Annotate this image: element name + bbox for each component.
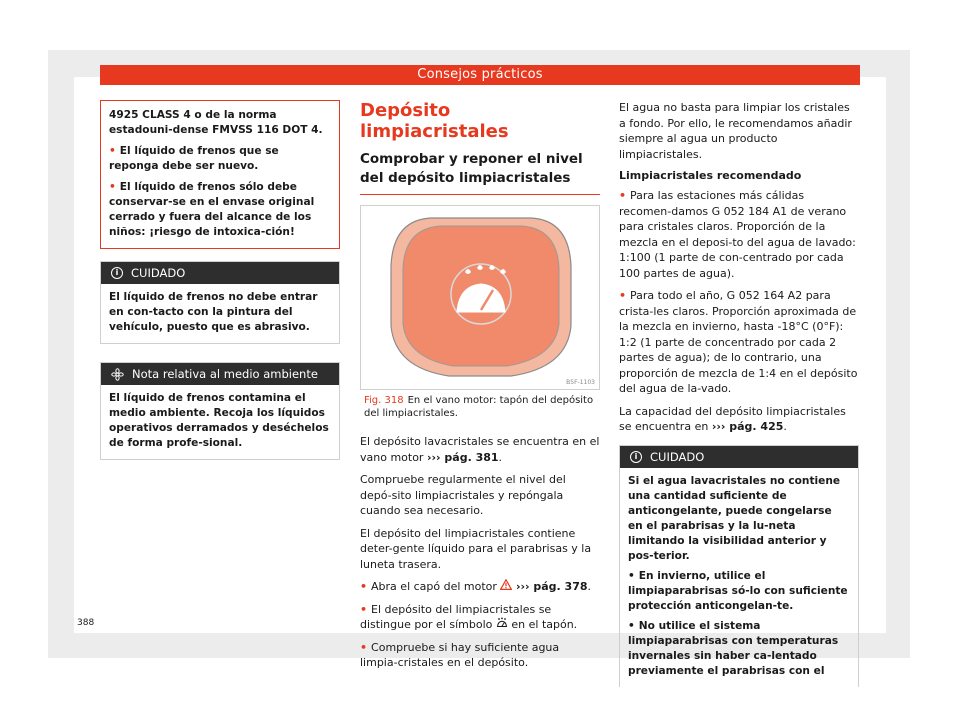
environment-box: [100, 362, 340, 460]
section-subtitle: Comprobar y reponer el nivel del depósito limpiacristales: [360, 150, 600, 195]
washer-symbol-icon: [496, 617, 508, 628]
environment-body: [101, 385, 339, 459]
figure-washer-cap: [360, 205, 600, 390]
caution-box: [100, 261, 340, 344]
info-icon: i: [111, 267, 123, 279]
page-link[interactable]: ››› pág. 381: [426, 450, 499, 464]
caution-title: CUIDADO: [650, 449, 705, 464]
column-left: [100, 100, 340, 460]
caution-box: [619, 445, 859, 687]
caution-bullet: • No utilice el sistema limpiaparabrisas con temperaturas invernales sin haber ca-lentado previamente el parabrisas con el: [628, 619, 850, 679]
warning-box: [100, 100, 340, 249]
figure-caption-text: En el vano motor: tapón del depósito del limpiacristales.: [364, 395, 594, 419]
paragraph: El agua no basta para limpiar los cristales a fondo. Por ello, le recomendamos añadir siempre al agua un producto limpiacristales.: [619, 101, 852, 161]
list-item-text: Abra el capó del motor: [371, 580, 497, 593]
caution-header: [620, 446, 858, 468]
list-item: • Para todo el año, G 052 164 A2 para crista-les claros. Proporción aproximada de la mezcla en invierno, hasta -18°C (0°F): 1:2 (1 parte de concentrado por cada 2 partes de agua); de lo contrario, una proporción de mezcla de 1:4 en el depósito del agua de la-vado.: [619, 288, 859, 397]
warning-triangle-icon: [500, 579, 512, 590]
paragraph: Compruebe regularmente el nivel del depó-sito limpiacristales y repóngala cuando sea necesario.: [360, 473, 566, 517]
caution-title: CUIDADO: [131, 266, 186, 280]
list-item: [360, 602, 600, 633]
figure-caption: [360, 394, 600, 420]
list-item: • Abra el capó del motor ››› pág. 378.: [360, 579, 600, 595]
paragraph: La capacidad del depósito limpiacristales se encuentra en ››› pág. 425.: [619, 404, 846, 433]
list-item: • Compruebe si hay suficiente agua limpia-cristales en el depósito.: [360, 640, 600, 671]
caution-header: [101, 262, 339, 284]
washer-cap-illustration: [361, 206, 599, 389]
warning-bullet: • El líquido de frenos que se reponga debe ser nuevo.: [109, 144, 331, 174]
environment-header: [101, 363, 339, 385]
flower-icon: [111, 368, 124, 381]
list-item-text: en el tapón.: [511, 618, 578, 631]
warning-text: 4925 CLASS 4 o de la norma estadouni-dense FMVSS 116 DOT 4.: [109, 109, 323, 136]
column-right: [619, 100, 859, 687]
section-header: Consejos prácticos: [100, 65, 860, 85]
list-item-text: El depósito del limpiacristales se distingue por el símbolo: [360, 602, 552, 631]
environment-title: Nota relativa al medio ambiente: [132, 367, 318, 381]
subheading: Limpiacristales recomendado: [619, 169, 802, 182]
warning-bullet: • El líquido de frenos sólo debe conservar-se en el envase original cerrado y fuera del alcance de los niños: ¡riesgo de intoxica-ción!: [109, 180, 331, 240]
caution-text: El líquido de frenos no debe entrar en con-tacto con la pintura del vehículo, puesto que es abrasivo.: [109, 291, 318, 333]
caution-text: Si el agua lavacristales no contiene una cantidad suficiente de anticongelante, puede congelarse en el parabrisas y la lu-neta limitando la visibilidad anterior y pos-terior.: [628, 474, 841, 562]
figure-label: Fig. 318: [364, 395, 404, 406]
environment-text: El líquido de frenos contamina el medio ambiente. Recoja los líquidos operativos derramados y deséchelos de forma profe-sional.: [109, 392, 329, 449]
page-link[interactable]: ››› pág. 378: [515, 580, 588, 593]
caution-body: [101, 284, 339, 343]
caution-body: [620, 468, 858, 687]
caution-bullet: • En invierno, utilice el limpiaparabrisas só-lo con suficiente protección anticongelan-te.: [628, 569, 850, 614]
page-number: 388: [77, 618, 95, 628]
list-item: • Para las estaciones más cálidas recomen-damos G 052 184 A1 de verano para cristales claros. Proporción de la mezcla en el deposi-to del agua de lavado: 1:100 (1 parte de con-centrado por cada 100 partes de agua).: [619, 188, 859, 281]
page-link[interactable]: ››› pág. 425: [711, 420, 784, 433]
figure-tag: B5F-1103: [566, 379, 595, 386]
info-icon: i: [630, 451, 642, 463]
section-title: Depósito limpiacristales: [360, 100, 509, 142]
column-middle: [360, 100, 600, 678]
paragraph: El depósito del limpiacristales contiene deter-gente líquido para el parabrisas y la luneta trasera.: [360, 526, 592, 571]
paragraph-text: El depósito lavacristales se encuentra en el vano motor: [360, 435, 600, 464]
paragraph-text: La capacidad del depósito limpiacristales se encuentra en: [619, 404, 846, 433]
paragraph: El depósito lavacristales se encuentra en el vano motor ››› pág. 381.: [360, 435, 600, 464]
